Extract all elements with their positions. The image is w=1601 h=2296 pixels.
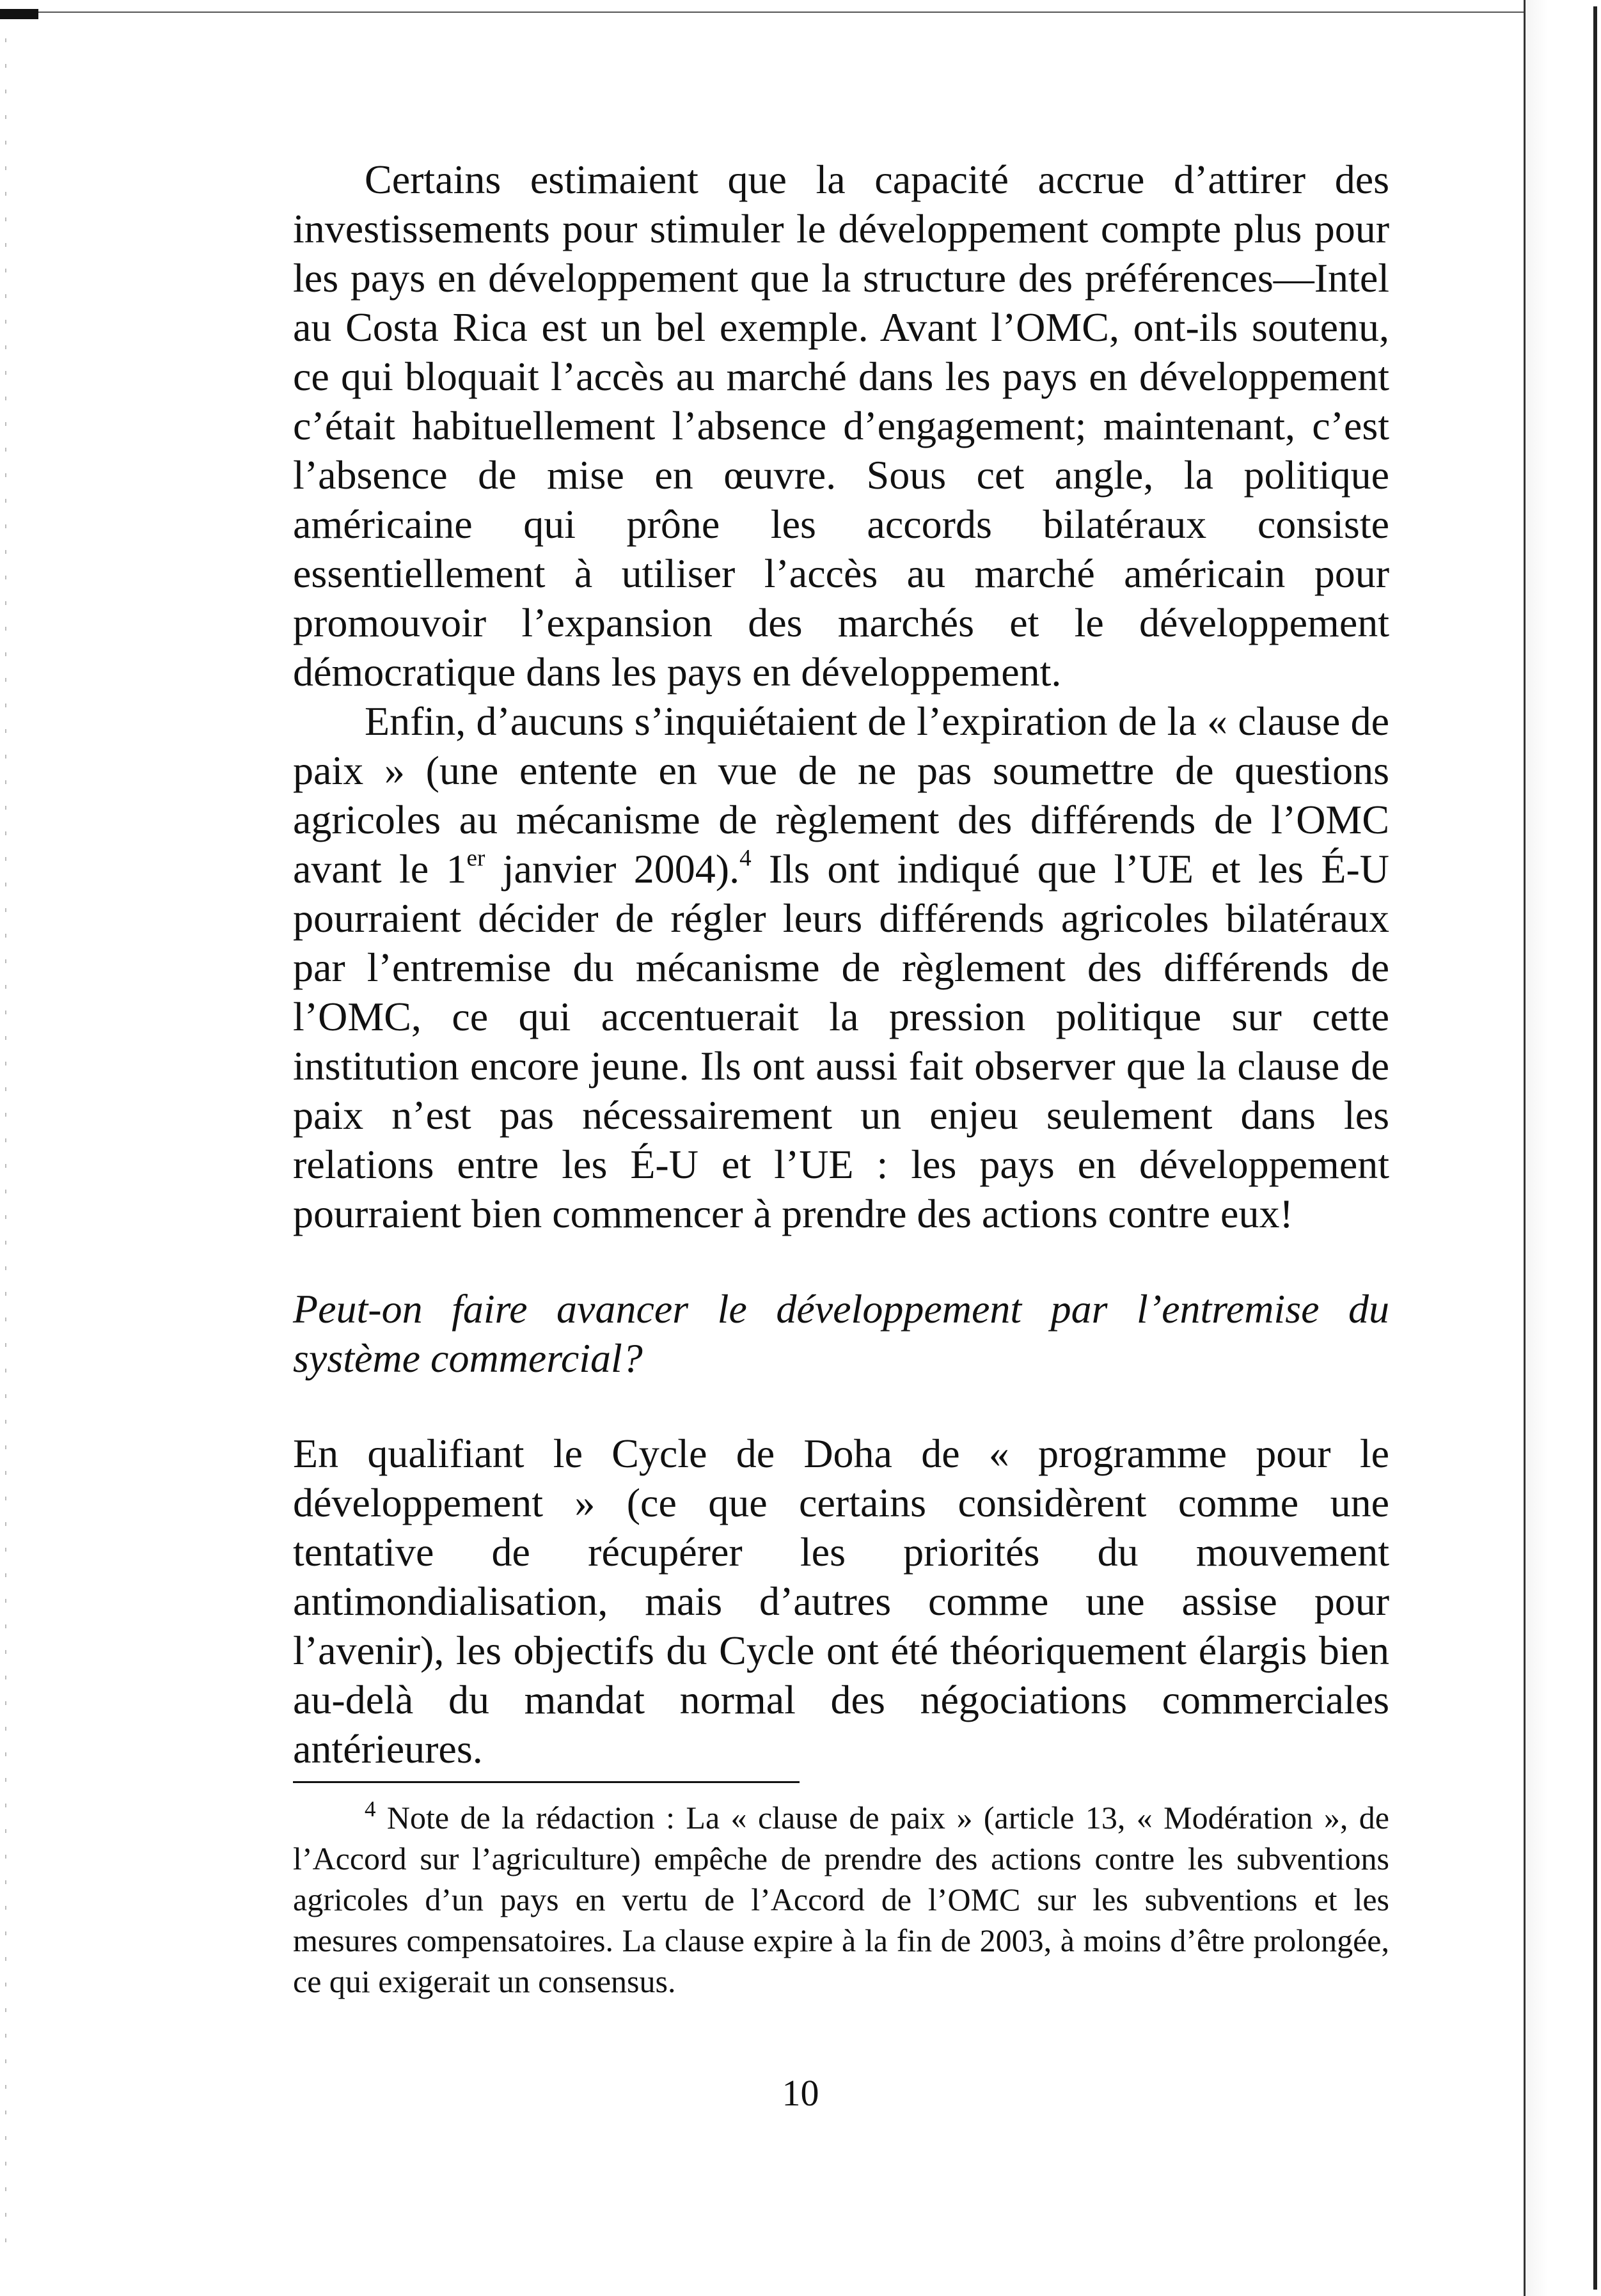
paragraph-peace-clause-date: janvier 2004). <box>485 846 740 892</box>
scan-artifact-right-edge <box>1524 0 1601 2296</box>
scan-artifact-mark <box>0 9 38 19</box>
footnote-separator <box>293 1781 800 1783</box>
paragraph-investment: Certains estimaient que la capacité accrue d’attirer des investissements pour stimuler le développement compte plus pour les pays en développement que la structure des préférences—Intel au Costa Rica est un bel exemple. Avant l’OMC, ont-ils soutenu, ce qui bloquait l’accès au marché dans les pays en développement c’était habituellement l’absence d’engagement; maintenant, c’est l’absence de mise en œuvre. Sous cet angle, la politique américaine qui prône les accords bilatéraux consiste essentiellement à utiliser l’accès au marché américain pour promouvoir l’expansion des marchés et le développement démocratique dans les pays en développement. <box>293 157 1389 695</box>
page-body <box>293 155 1389 1773</box>
paragraph-peace-clause <box>293 696 1389 1238</box>
footnote-number: 4 <box>365 1796 376 1821</box>
footnote <box>293 1797 1389 2002</box>
footnote-text: Note de la rédaction : La « clause de paix » (article 13, « Modération », de l’Accord sur l’agriculture) empêche de prendre des actions contre les subventions agricoles d’un pays en vertu de l’Accord de l’OMC sur les subventions et les mesures compensatoires. La clause expire à la fin de 2003, à moins d’être prolongée, ce qui exigerait un consensus. <box>293 1800 1389 1999</box>
page-number: 10 <box>782 2072 819 2114</box>
paragraph-doha-cycle: En qualifiant le Cycle de Doha de « programme pour le développement » (ce que certains considèrent comme une tentative de récupérer les priorités du mouvement antimondialisation, mais d’autres comme une assise pour l’avenir), les objectifs du Cycle ont été théoriquement élargis bien au-delà du mandat normal des négociations commerciales antérieures. <box>293 1431 1389 1772</box>
scan-artifact-left-edge <box>5 38 6 2264</box>
paragraph-peace-clause-start: Enfin, d’aucuns s’inquiétaient de l’expiration de la « clause de paix » (une entente en vue de ne pas soumettre de questions agricoles au mécanisme de règlement des différends de l’OMC avant le 1 <box>293 698 1389 892</box>
footnote-reference: 4 <box>739 845 752 872</box>
paragraph-peace-clause-end: Ils ont indiqué que l’UE et les É-U pourraient décider de régler leurs différends agricoles bilatéraux par l’entremise du mécanisme de règlement des différends de l’OMC, ce qui accentuerait la pression politique sur cette institution encore jeune. Ils ont aussi fait observer que la clause de paix n’est pas nécessairement un enjeu seulement dans les relations entre les É-U et l’UE : les pays en développement pourraient bien commencer à prendre des actions contre eux! <box>293 846 1390 1236</box>
scan-artifact-top-rule <box>38 12 1529 13</box>
ordinal-superscript: er <box>466 845 485 872</box>
section-heading: Peut-on faire avancer le développement par l’entremise du système commercial? <box>293 1286 1389 1381</box>
